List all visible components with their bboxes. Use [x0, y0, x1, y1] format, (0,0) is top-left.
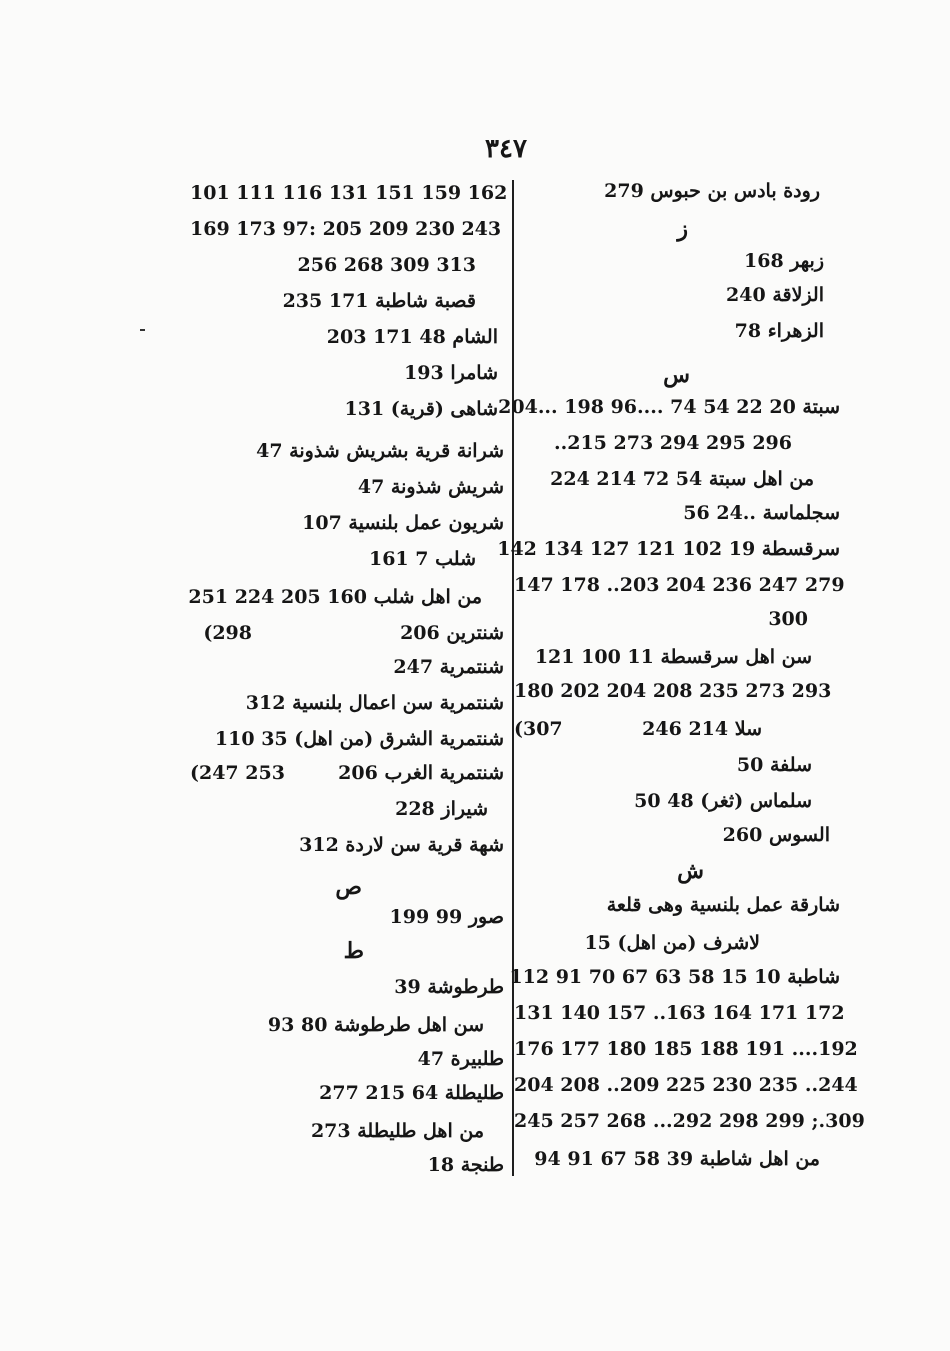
index-entry: من اهل شلب 160 205 224 251 — [188, 586, 482, 608]
index-entry: شنتمرية 247 — [393, 656, 504, 678]
index-letter-heading: س — [663, 362, 690, 388]
index-entry: (247 253 — [190, 762, 285, 784]
index-letter-heading: ش — [677, 858, 704, 884]
index-entry: سلا 214 246 — [642, 718, 762, 740]
index-entry: شاطبة 10 15 58 63 67 70 91 112 — [509, 966, 840, 988]
index-entry: سن اهل سرقسطة 11 100 121 — [534, 646, 812, 668]
index-entry: 300 — [768, 608, 808, 630]
index-entry: طليطلة 64 215 277 — [319, 1082, 504, 1104]
index-entry: 256 268 309 313 — [297, 254, 476, 276]
index-entry: لاشرف (من اهل) 15 — [584, 932, 760, 954]
index-entry: السوس 260 — [722, 824, 830, 846]
index-entry: من اهل طليطلة 273 — [310, 1120, 484, 1142]
index-entry: سجلماسة ..24 56 — [683, 502, 840, 524]
index-entry: من اهل سبتة 54 72 214 224 — [550, 468, 814, 490]
index-entry: شرانة قرية بشريش شذونة 47 — [256, 440, 504, 462]
index-entry: 180 202 204 208 235 273 293 — [514, 680, 832, 702]
index-entry: 131 140 157 ..163 164 171 172 — [514, 1002, 845, 1024]
index-entry: ..215 273 294 295 296 — [554, 432, 792, 454]
index-entry: قصبة شاطبة 171 235 — [282, 290, 476, 312]
index-letter-heading: ص — [335, 874, 362, 900]
index-letter-heading: ط — [343, 938, 364, 964]
index-entry: سبتة 20 22 54 74 ....96 198 ...204 — [498, 396, 840, 418]
page-number: ٣٤٧ — [485, 134, 527, 164]
index-entry: 147 178 ..203 204 236 247 279 — [514, 574, 845, 596]
index-entry: شنتمرية سن اعمال بلنسية 312 — [245, 692, 504, 714]
index-entry: 176 177 180 185 188 191 ....192 — [514, 1038, 858, 1060]
index-entry: شريون عمل بلنسية 107 — [302, 512, 504, 534]
index-entry: صور 99 199 — [389, 906, 504, 928]
index-entry: شلب 7 161 — [368, 548, 476, 570]
index-entry: (307 — [514, 718, 563, 740]
index-entry: طنجة 18 — [427, 1154, 504, 1176]
index-entry: سلماس (ثغر) 48 50 — [634, 790, 812, 812]
index-entry: شنترين 206 — [400, 622, 504, 644]
index-entry: شهة قرية سن لاردة 312 — [299, 834, 504, 856]
index-entry: الزلاقة 240 — [726, 284, 824, 306]
left-index-column — [190, 0, 512, 1351]
stray-ink-mark — [140, 329, 145, 331]
index-entry: رودة بادس بن حبوس 279 — [604, 180, 820, 202]
index-entry: الشام 48 171 203 — [326, 326, 498, 348]
index-entry: 204 208 ..209 225 230 235 ..244 — [514, 1074, 858, 1096]
index-entry: سن اهل طرطوشة 80 93 — [267, 1014, 484, 1036]
index-entry: زبهر 168 — [744, 250, 824, 272]
index-letter-heading: ز — [677, 216, 688, 242]
index-entry: شيراز 228 — [395, 798, 488, 820]
index-entry: سرقسطة 19 102 121 127 134 142 — [497, 538, 840, 560]
index-entry: شارقة عمل بلنسية وهى قلعة — [606, 894, 840, 916]
index-entry: 101 111 116 131 151 159 162 — [190, 182, 508, 204]
index-entry: سلفة 50 — [736, 754, 812, 776]
index-entry: شنتمرية الغرب 206 — [338, 762, 504, 784]
index-entry: من اهل شاطبة 39 58 67 91 94 — [534, 1148, 820, 1170]
index-entry: (298 — [203, 622, 252, 644]
index-entry: الزهراء 78 — [734, 320, 824, 342]
index-entry: طرطوشة 39 — [394, 976, 504, 998]
index-entry: 245 257 268 ...292 298 299 ;.309 — [514, 1110, 865, 1132]
index-entry: شريش شذونة 47 — [357, 476, 504, 498]
index-entry: 169 173 97: 205 209 230 243 — [190, 218, 502, 240]
index-entry: طلبيرة 47 — [417, 1048, 504, 1070]
index-entry: شاهى (قرية) 131 — [344, 398, 498, 420]
index-entry: شامرا 193 — [404, 362, 498, 384]
index-entry: شنتمرية الشرق (من اهل) 35 110 — [214, 728, 504, 750]
